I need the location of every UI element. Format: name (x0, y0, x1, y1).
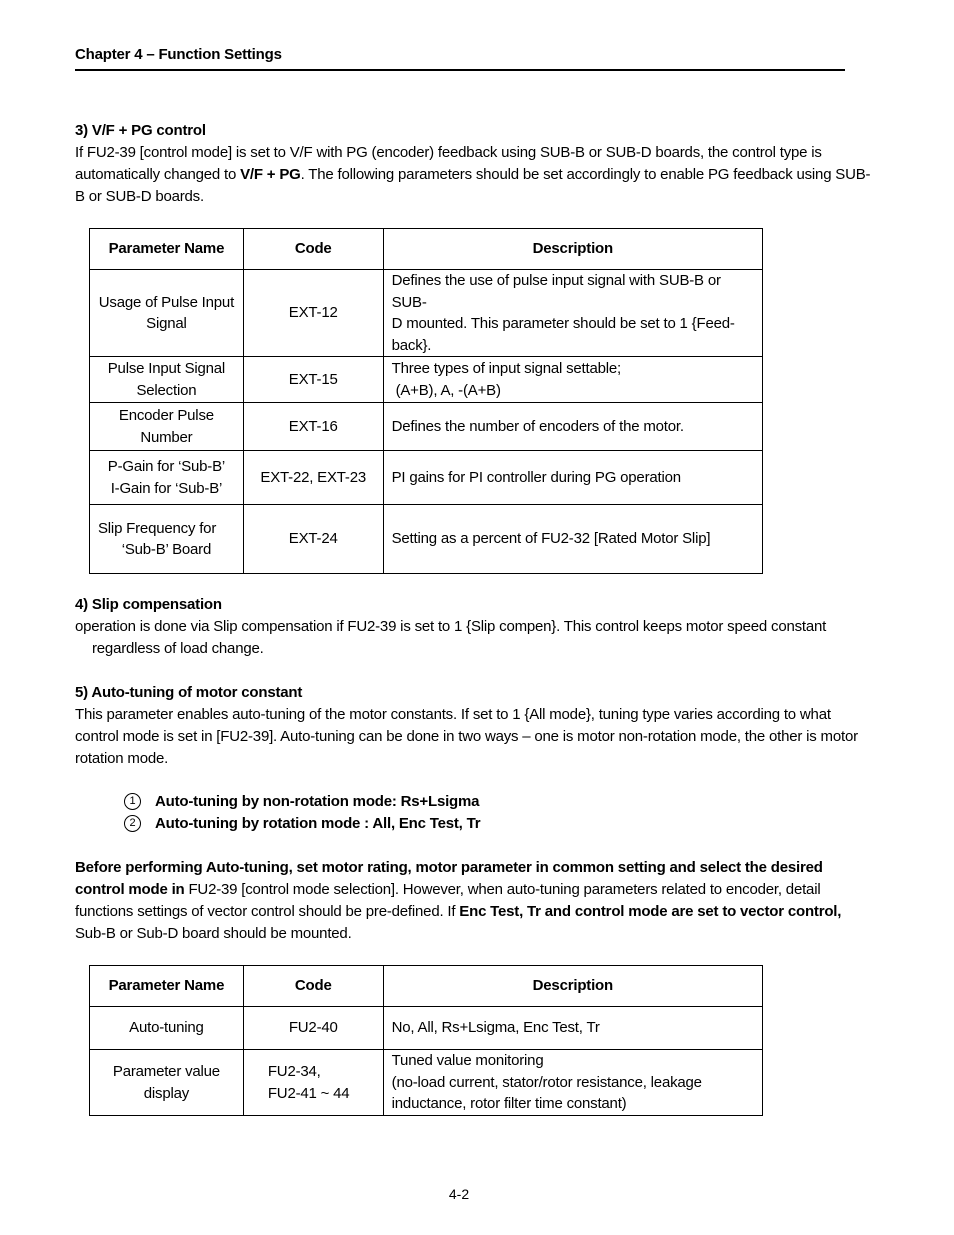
section5-line1: This parameter enables auto-tuning of the motor constants. If set to 1 {All mode}, tuning type varies according to what (75, 706, 831, 723)
section3-heading: 3) V/F + PG control (75, 122, 206, 139)
header-rule (75, 69, 845, 71)
section5-line2: control mode is set in [FU2-39]. Auto-tuning can be done in two ways – one is motor non-rotation mode, the other is motor (75, 728, 858, 745)
pg-parameter-table (89, 228, 763, 574)
section4-heading: 4) Slip compensation (75, 596, 222, 613)
description-cell: Defines the use of pulse input signal with SUB-B or SUB- D mounted. This parameter should be set to 1 {Feed- back}. (383, 270, 762, 357)
code-cell: EXT-12 (243, 270, 383, 357)
description-cell: Setting as a percent of FU2-32 [Rated Motor Slip] (383, 505, 762, 574)
code-cell: FU2-34, FU2-41 ~ 44 (243, 1050, 383, 1116)
column-header: Code (243, 966, 383, 1007)
code-cell: EXT-22, EXT-23 (243, 451, 383, 505)
table-row (90, 270, 763, 357)
parameter-name-cell: Encoder Pulse Number (90, 403, 244, 451)
section4-line2: regardless of load change. (92, 640, 264, 657)
code-cell: EXT-16 (243, 403, 383, 451)
parameter-name-cell: P-Gain for ‘Sub-B’ I-Gain for ‘Sub-B’ (90, 451, 244, 505)
table-row (90, 505, 763, 574)
description-cell: Tuned value monitoring (no-load current, stator/rotor resistance, leakage inductance, rotor filter time constant) (383, 1050, 762, 1116)
description-cell: Three types of input signal settable; (A+B), A, -(A+B) (383, 357, 762, 403)
note-line3: functions settings of vector control should be pre-defined. If Enc Test, Tr and control mode are set to vector control, (75, 903, 842, 920)
table-row (90, 1007, 763, 1050)
description-cell: PI gains for PI controller during PG operation (383, 451, 762, 505)
section5-line3: rotation mode. (75, 750, 169, 767)
column-header: Parameter Name (90, 229, 244, 270)
note-line1: Before performing Auto-tuning, set motor rating, motor parameter in common setting and select the desired (75, 859, 823, 876)
table-row (90, 357, 763, 403)
code-cell: EXT-24 (243, 505, 383, 574)
column-header: Description (383, 229, 762, 270)
parameter-name-cell: Usage of Pulse Input Signal (90, 270, 244, 357)
parameter-name-cell: Parameter value display (90, 1050, 244, 1116)
circled-number-one: 1 (124, 793, 141, 810)
code-cell: FU2-40 (243, 1007, 383, 1050)
circled-number-two: 2 (124, 815, 141, 832)
chapter-header: Chapter 4 – Function Settings (75, 46, 282, 63)
parameter-name-cell: Auto-tuning (90, 1007, 244, 1050)
section3-line2: automatically changed to V/F + PG. The following parameters should be set accordingly to enable PG feedback using SUB- (75, 166, 871, 183)
column-header: Parameter Name (90, 966, 244, 1007)
code-cell: EXT-15 (243, 357, 383, 403)
table-row (90, 451, 763, 505)
list-item: 2 Auto-tuning by rotation mode : All, Enc Test, Tr (124, 813, 480, 835)
table-row (90, 1050, 763, 1116)
section4-line1: operation is done via Slip compensation if FU2-39 is set to 1 {Slip compen}. This control keeps motor speed constant (75, 618, 827, 635)
section5-heading: 5) Auto-tuning of motor constant (75, 684, 303, 701)
list-item: 1 Auto-tuning by non-rotation mode: Rs+Lsigma (124, 791, 479, 813)
note-line4: Sub-B or Sub-D board should be mounted. (75, 925, 352, 942)
note-line2: control mode in FU2-39 [control mode selection]. However, when auto-tuning parameters related to encoder, detail (75, 881, 821, 898)
page-number: 4-2 (448, 1186, 470, 1202)
column-header: Description (383, 966, 762, 1007)
table-header-row (90, 229, 763, 270)
parameter-name-cell: Pulse Input Signal Selection (90, 357, 244, 403)
section3-line1: If FU2-39 [control mode] is set to V/F with PG (encoder) feedback using SUB-B or SUB-D boards, the control type is (75, 144, 822, 161)
table-row (90, 403, 763, 451)
column-header: Code (243, 229, 383, 270)
parameter-name-cell: Slip Frequency for ‘Sub-B’ Board (90, 505, 244, 574)
table-header-row (90, 966, 763, 1007)
description-cell: Defines the number of encoders of the motor. (383, 403, 762, 451)
description-cell: No, All, Rs+Lsigma, Enc Test, Tr (383, 1007, 762, 1050)
section3-line3: B or SUB-D boards. (75, 188, 204, 205)
auto-tuning-table (89, 965, 763, 1116)
